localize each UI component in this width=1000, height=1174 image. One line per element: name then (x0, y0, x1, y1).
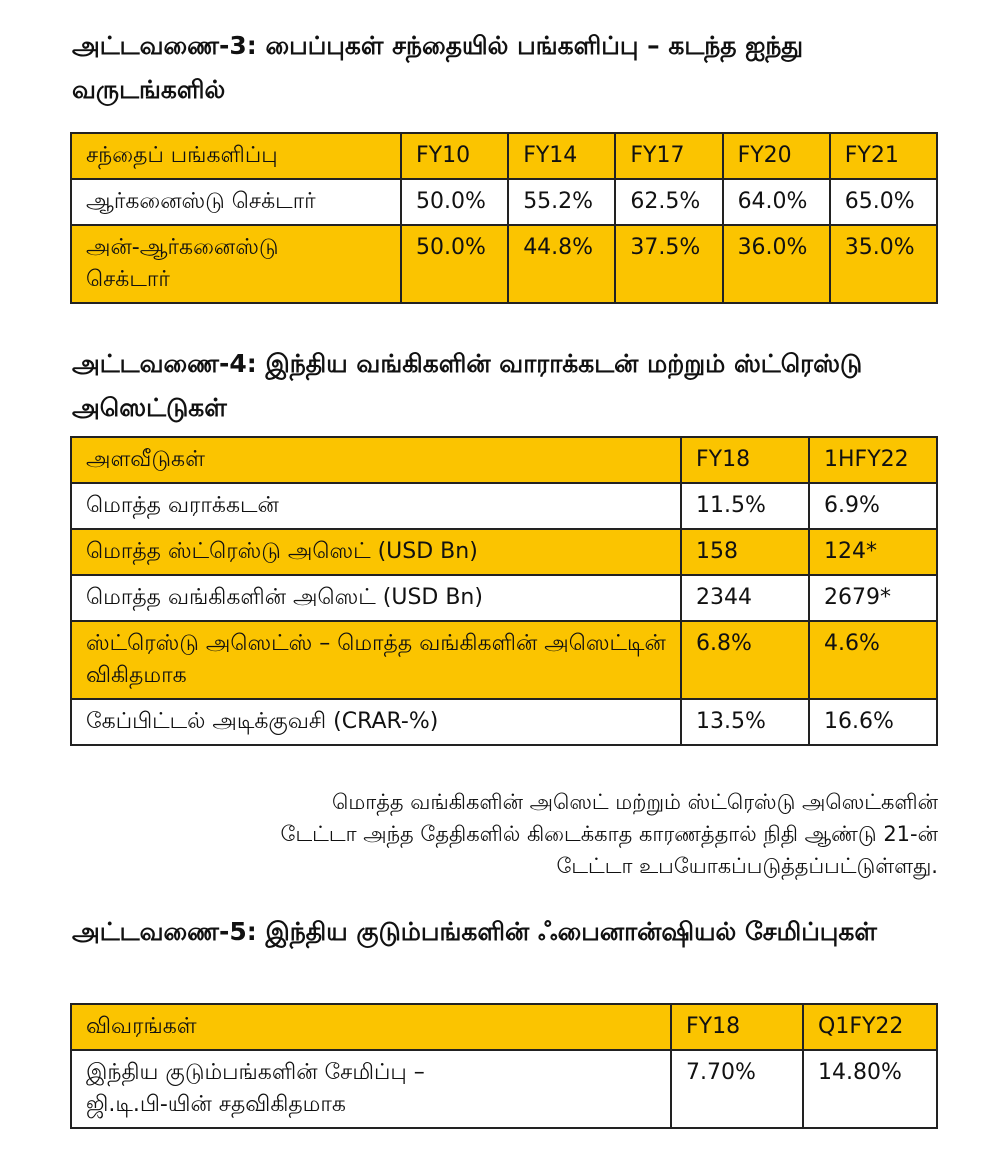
table5-household-savings (70, 1003, 938, 1129)
table4-bad-loans (70, 436, 938, 746)
table3-header-row (71, 133, 937, 179)
table3-header-cell: FY21 (830, 133, 937, 179)
table3-header-cell: FY17 (615, 133, 722, 179)
table-cell: ஸ்ட்ரெஸ்டு அஸெட்ஸ் – மொத்த வங்கிகளின் அஸெட்டின் விகிதமாக (71, 621, 681, 699)
table-cell: 55.2% (508, 179, 615, 225)
table-cell: 13.5% (681, 699, 809, 745)
table3-title: அட்டவணை-3: பைப்புகள் சந்தையில் பங்களிப்பு – கடந்த ஐந்து வருடங்களில் (72, 31, 804, 104)
table-cell: 14.80% (803, 1050, 937, 1128)
table3-header-cell: சந்தைப் பங்களிப்பு (71, 133, 401, 179)
table5-header-cell: FY18 (671, 1004, 803, 1050)
footnote-line: டேட்டா உபயோகப்படுத்தப்பட்டுள்ளது. (556, 854, 938, 878)
table-cell: 65.0% (830, 179, 937, 225)
table-cell: 6.8% (681, 621, 809, 699)
table-cell: அன்-ஆர்கனைஸ்டு செக்டார் (71, 225, 401, 303)
table-cell: கேப்பிட்டல் அடிக்குவசி (CRAR-%) (71, 699, 681, 745)
table-cell: மொத்த ஸ்ட்ரெஸ்டு அஸெட் (USD Bn) (71, 529, 681, 575)
table-cell: மொத்த வங்கிகளின் அஸெட் (USD Bn) (71, 575, 681, 621)
table-cell: 62.5% (615, 179, 722, 225)
table-row (71, 1050, 937, 1128)
table-cell: 11.5% (681, 483, 809, 529)
table-cell: 2679* (809, 575, 937, 621)
table-cell: 6.9% (809, 483, 937, 529)
table4-header-cell: 1HFY22 (809, 437, 937, 483)
table-cell: 124* (809, 529, 937, 575)
table-cell: ஆர்கனைஸ்டு செக்டார் (71, 179, 401, 225)
table-row (71, 179, 937, 225)
table-cell: 64.0% (723, 179, 830, 225)
table-row (71, 575, 937, 621)
table-cell: 16.6% (809, 699, 937, 745)
table-row (71, 621, 937, 699)
table-cell: 50.0% (401, 179, 508, 225)
table-cell: 36.0% (723, 225, 830, 303)
table-row (71, 529, 937, 575)
table5-title: அட்டவணை-5: இந்திய குடும்பங்களின் ஃபைனான்ஷியல் சேமிப்புகள் (72, 917, 877, 946)
table5-header-cell: விவரங்கள் (71, 1004, 671, 1050)
table3-market-share (70, 132, 938, 304)
table4-title: அட்டவணை-4: இந்திய வங்கிகளின் வாராக்கடன் மற்றும் ஸ்ட்ரெஸ்டு அஸெட்டுகள் (72, 349, 863, 422)
table-cell: 158 (681, 529, 809, 575)
table-cell: இந்திய குடும்பங்களின் சேமிப்பு – ஜி.டி.பி-யின் சதவிகிதமாக (71, 1050, 671, 1128)
table5-header-cell: Q1FY22 (803, 1004, 937, 1050)
table-cell: 37.5% (615, 225, 722, 303)
table3-header-cell: FY14 (508, 133, 615, 179)
table-cell: 44.8% (508, 225, 615, 303)
table-cell: 2344 (681, 575, 809, 621)
table-row (71, 225, 937, 303)
table4-header-cell: அளவீடுகள் (71, 437, 681, 483)
table-cell: 50.0% (401, 225, 508, 303)
table-cell: மொத்த வராக்கடன் (71, 483, 681, 529)
table-cell: 4.6% (809, 621, 937, 699)
table3-header-cell: FY20 (723, 133, 830, 179)
footnote-line: மொத்த வங்கிகளின் அஸெட் மற்றும் ஸ்ட்ரெஸ்டு அஸெட்களின் (332, 790, 938, 814)
table4-header-row (71, 437, 937, 483)
table-row (71, 483, 937, 529)
table4-footnote (140, 786, 938, 882)
table-row (71, 699, 937, 745)
table4-header-cell: FY18 (681, 437, 809, 483)
table3-header-cell: FY10 (401, 133, 508, 179)
table-cell: 7.70% (671, 1050, 803, 1128)
table-cell: 35.0% (830, 225, 937, 303)
footnote-line: டேட்டா அந்த தேதிகளில் கிடைக்காத காரணத்தால் நிதி ஆண்டு 21-ன் (280, 822, 938, 846)
table5-header-row (71, 1004, 937, 1050)
